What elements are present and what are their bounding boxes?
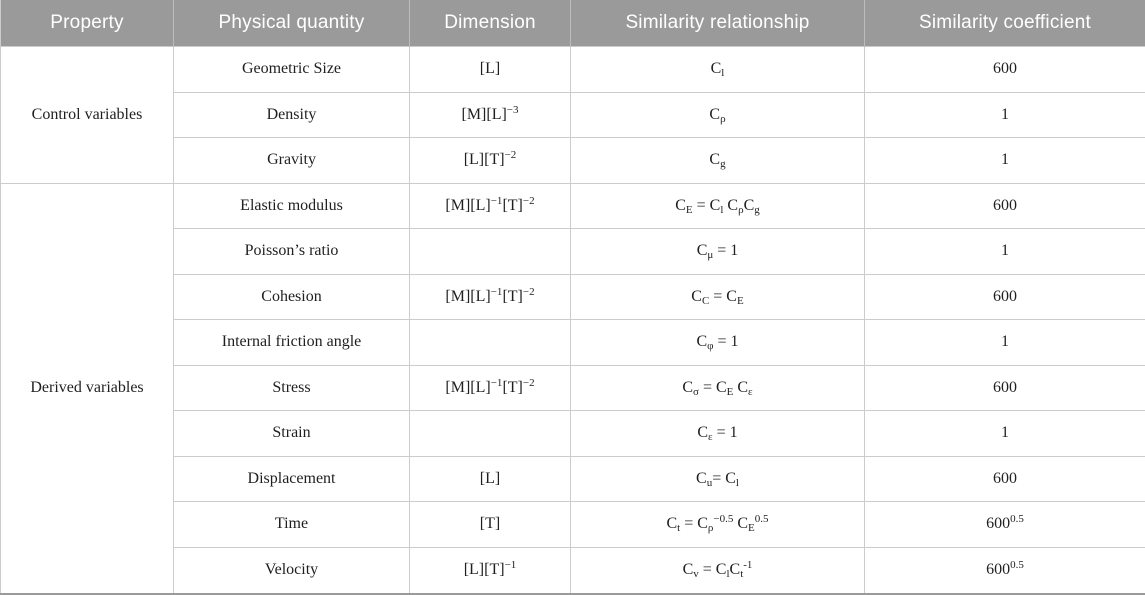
similarity-coefficient-cell: 1 (865, 92, 1145, 138)
similarity-relationship-cell: $C_C = C_E$ (571, 274, 865, 320)
similarity-relationship-cell: $C_g$ (571, 138, 865, 184)
dimension-cell: $[M][L]^{-1}[T]^{-2}$ (410, 274, 571, 320)
dimension-cell: [T] (410, 502, 571, 548)
dimension-cell (410, 229, 571, 275)
physical-quantity-cell: Time (174, 502, 410, 548)
property-group-cell: Derived variables (1, 183, 174, 594)
column-header-similarity-relationship: Similarity relationship (571, 0, 865, 47)
physical-quantity-cell: Stress (174, 365, 410, 411)
physical-quantity-cell: Elastic modulus (174, 183, 410, 229)
column-header-dimension: Dimension (410, 0, 571, 47)
dimension-cell: $[M][L]^{-1}[T]^{-2}$ (410, 365, 571, 411)
similarity-relationship-cell: $C_t = C_\rho^{-0.5}$ $C_E^{0.5}$ (571, 502, 865, 548)
similarity-relationship-cell: $C_\varepsilon = 1$ (571, 411, 865, 457)
similarity-coefficient-cell: 600 (865, 183, 1145, 229)
header-row (1, 0, 1145, 47)
similarity-relationship-cell: $C_\mu = 1$ (571, 229, 865, 275)
similarity-coefficient-cell: 600 (865, 47, 1145, 93)
similarity-coefficient-cell: 600 (865, 274, 1145, 320)
physical-quantity-cell: Displacement (174, 456, 410, 502)
property-group-cell: Control variables (1, 47, 174, 184)
dimension-cell (410, 320, 571, 366)
dimension-cell (410, 411, 571, 457)
similarity-coefficient-cell: 600 (865, 456, 1145, 502)
physical-quantity-cell: Poisson’s ratio (174, 229, 410, 275)
physical-quantity-cell: Geometric Size (174, 47, 410, 93)
similarity-relationship-cell: $C_l$ (571, 47, 865, 93)
physical-quantity-cell: Strain (174, 411, 410, 457)
dimension-cell: [L] (410, 47, 571, 93)
similarity-coefficient-cell: 1 (865, 320, 1145, 366)
physical-quantity-cell: Velocity (174, 547, 410, 594)
similarity-coefficient-cell: $600^{0.5}$ (865, 547, 1145, 594)
dimension-cell: $[M][L]^{-1}[T]^{-2}$ (410, 183, 571, 229)
similarity-coefficient-cell: 1 (865, 138, 1145, 184)
similarity-relationship-cell: $C_\varphi = 1$ (571, 320, 865, 366)
similarity-relationship-cell: $C_E = C_l$ $C_\rho C_g$ (571, 183, 865, 229)
physical-quantity-cell: Internal friction angle (174, 320, 410, 366)
similarity-coefficient-cell: 600 (865, 365, 1145, 411)
physical-quantity-cell: Cohesion (174, 274, 410, 320)
similarity-relationship-cell: $C_\rho$ (571, 92, 865, 138)
similarity-relationship-cell: $C_v = C_lC_t^{-1}$ (571, 547, 865, 594)
similarity-coefficient-cell: 1 (865, 411, 1145, 457)
dimension-cell: $[L][T]^{-2}$ (410, 138, 571, 184)
table-row (1, 47, 1145, 93)
dimension-cell: [L] (410, 456, 571, 502)
physical-quantity-cell: Gravity (174, 138, 410, 184)
similarity-relationship-cell: $C_\sigma = C_E$ $C_\varepsilon$ (571, 365, 865, 411)
dimension-cell: $[L][T]^{-1}$ (410, 547, 571, 594)
similarity-relationship-cell: $C_u= C_l$ (571, 456, 865, 502)
table-header (1, 0, 1145, 47)
similarity-coefficient-cell: 1 (865, 229, 1145, 275)
dimension-cell: $[M][L]^{-3}$ (410, 92, 571, 138)
column-header-similarity-coefficient: Similarity coefficient (865, 0, 1145, 47)
table-row (1, 183, 1145, 229)
column-header-physical-quantity: Physical quantity (174, 0, 410, 47)
physical-quantity-cell: Density (174, 92, 410, 138)
column-header-property: Property (1, 0, 174, 47)
table-body (1, 47, 1145, 595)
similarity-coefficient-cell: $600^{0.5}$ (865, 502, 1145, 548)
